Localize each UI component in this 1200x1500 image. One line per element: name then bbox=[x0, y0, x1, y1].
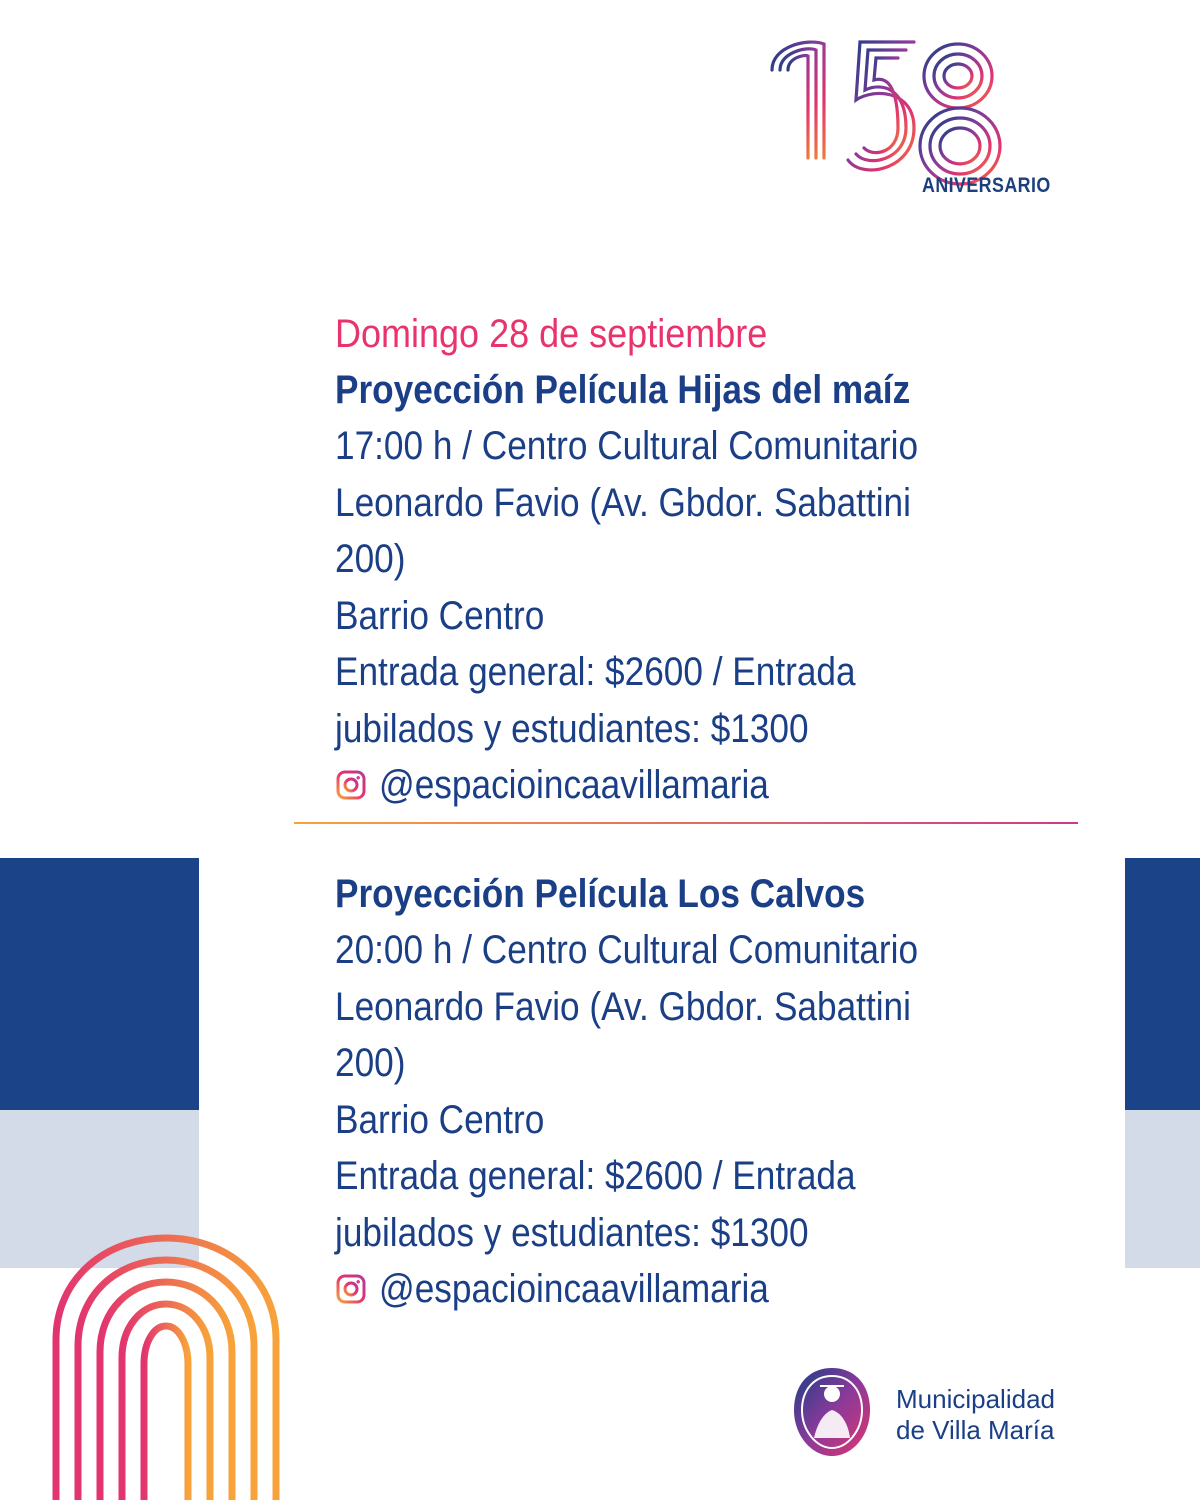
event-detail-line: jubilados y estudiantes: $1300 bbox=[335, 706, 809, 751]
event-detail-line: 200) bbox=[335, 1041, 406, 1085]
anniversary-label: ANIVERSARIO bbox=[922, 174, 1051, 197]
event-detail-line: Barrio Centro bbox=[335, 593, 545, 638]
event-title: Proyección Película Los Calvos bbox=[335, 872, 866, 916]
municipality-logo bbox=[790, 1364, 1100, 1464]
event-detail-line: Barrio Centro bbox=[335, 1097, 545, 1142]
event-section-2 bbox=[335, 866, 1095, 1317]
municipality-name-line2: de Villa María bbox=[896, 1415, 1055, 1445]
event-detail-line: 200) bbox=[335, 537, 406, 581]
instagram-handle[interactable]: @espacioincaavillamaria bbox=[379, 1267, 769, 1311]
section-divider bbox=[294, 822, 1078, 824]
decorative-arch-rings bbox=[40, 1228, 300, 1500]
event-detail-line: Entrada general: $2600 / Entrada bbox=[335, 1154, 856, 1198]
instagram-handle[interactable]: @espacioincaavillamaria bbox=[379, 763, 769, 807]
event-detail-line: Leonardo Favio (Av. Gbdor. Sabattini bbox=[335, 480, 911, 525]
municipality-name bbox=[896, 1384, 1055, 1446]
event-detail-line: jubilados y estudiantes: $1300 bbox=[335, 1210, 809, 1255]
instagram-icon bbox=[335, 769, 367, 801]
event-section-1 bbox=[335, 306, 1095, 813]
instagram-icon bbox=[335, 1273, 367, 1305]
instagram-handle-row[interactable] bbox=[335, 757, 1095, 813]
event-detail-line: Leonardo Favio (Av. Gbdor. Sabattini bbox=[335, 984, 911, 1029]
event-title: Proyección Película Hijas del maíz bbox=[335, 368, 911, 412]
municipal-seal-icon bbox=[790, 1364, 874, 1460]
instagram-handle-row[interactable] bbox=[335, 1261, 1095, 1317]
right-light-block bbox=[1125, 1110, 1200, 1268]
event-detail-line: 20:00 h / Centro Cultural Comunitario bbox=[335, 928, 919, 972]
event-detail-line: 17:00 h / Centro Cultural Comunitario bbox=[335, 424, 919, 468]
left-dark-block bbox=[0, 858, 199, 1110]
municipality-name-line1: Municipalidad bbox=[896, 1384, 1055, 1414]
event-date: Domingo 28 de septiembre bbox=[335, 312, 768, 356]
event-detail-line: Entrada general: $2600 / Entrada bbox=[335, 650, 856, 694]
right-dark-block bbox=[1125, 858, 1200, 1110]
